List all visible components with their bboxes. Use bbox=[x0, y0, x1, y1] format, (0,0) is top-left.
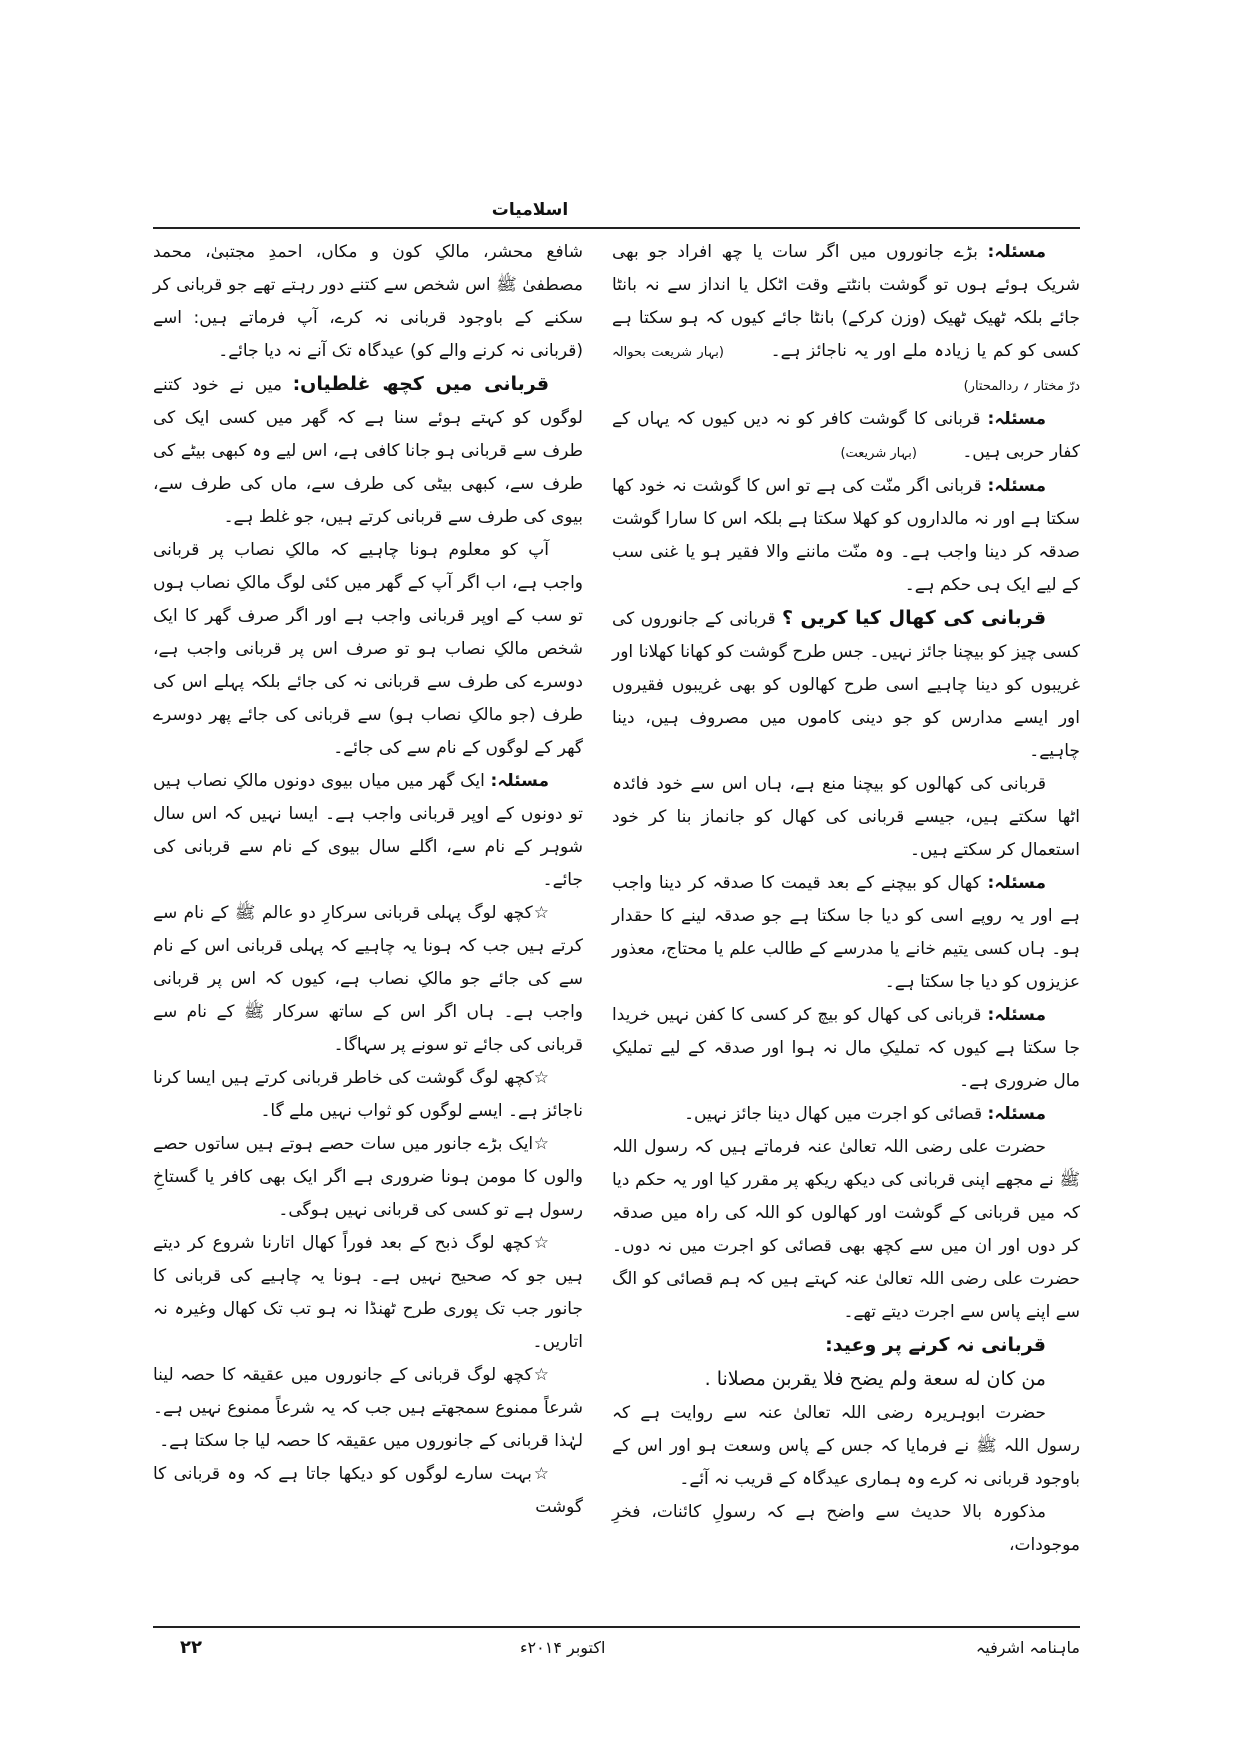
paragraph bbox=[153, 897, 583, 1062]
reference-citation: (بہار شریعت) bbox=[840, 446, 917, 461]
paragraph bbox=[153, 1359, 583, 1458]
paragraph bbox=[153, 534, 583, 765]
right-column bbox=[612, 236, 1080, 1562]
section-paragraph bbox=[612, 1329, 1080, 1363]
arabic-quote: من كان له سعة ولم يضح فلا يقربن مصلانا . bbox=[704, 1368, 1046, 1390]
section-title: اسلامیات bbox=[491, 200, 569, 220]
paragraph-text: ایک گھر میں میاں بیوی دونوں مالکِ نصاب ہیں تو دونوں کے اوپر قربانی واجب ہے۔ ایسا نہیں کہ اس سال شوہر کے نام سے، اگلے سال بیوی کے نام سے قربانی کی جائے۔ bbox=[153, 771, 583, 890]
header-rule bbox=[153, 227, 1080, 229]
masala-label: مسئلہ: bbox=[490, 771, 550, 791]
paragraph bbox=[153, 1458, 583, 1524]
issue-date: اکتوبر ۲۰۱۴ء bbox=[520, 1638, 606, 1657]
paragraph bbox=[612, 236, 1080, 403]
paragraph-text: ☆کچھ لوگ گوشت کی خاطر قربانی کرتے ہیں ایسا کرنا ناجائز ہے۔ ایسے لوگوں کو ثواب نہیں ملے گا۔ bbox=[153, 1068, 583, 1121]
paragraph-text: کھال کو بیچنے کے بعد قیمت کا صدقہ کر دینا واجب ہے اور یہ روپے اسی کو دیا جا سکتا ہے جو صدقہ لینے کا حقدار ہو۔ ہاں کسی یتیم خانے یا مدرسے کے طالب علم یا محتاج، معذور عزیزوں کو دیا جا سکتا ہے۔ bbox=[612, 873, 1080, 992]
paragraph bbox=[612, 1131, 1080, 1329]
left-column bbox=[153, 236, 583, 1524]
paragraph-text: میں نے خود کتنے لوگوں کو کہتے ہوئے سنا ہے کہ گھر میں کسی ایک کی طرف سے قربانی ہو جانا کافی ہے، اس لیے وہ کبھی بیٹے کی طرف سے، کبھی بیٹی کی طرف سے، ماں کی طرف سے، بیوی کی طرف سے قربانی کرتے ہیں، جو غلط ہے۔ bbox=[153, 375, 583, 527]
paragraph bbox=[612, 1397, 1080, 1496]
paragraph bbox=[612, 768, 1080, 867]
section-heading: قربانی نہ کرنے پر وعید: bbox=[825, 1334, 1046, 1356]
masala-label: مسئلہ: bbox=[987, 242, 1046, 262]
paragraph bbox=[153, 1227, 583, 1359]
paragraph-text: قصائی کو اجرت میں کھال دینا جائز نہیں۔ bbox=[684, 1104, 983, 1124]
page-number: ۲۲ bbox=[180, 1637, 202, 1658]
paragraph-text: حضرت ابوہریرہ رضی اللہ تعالیٰ عنہ سے روایت ہے کہ رسول اللہ ﷺ نے فرمایا کہ جس کے پاس وسعت ہو اور اس کے باوجود قربانی نہ کرے وہ ہماری عیدگاہ کے قریب نہ آئے۔ bbox=[612, 1403, 1080, 1489]
magazine-name: ماہنامہ اشرفیہ bbox=[975, 1638, 1080, 1657]
paragraph-text: قربانی کی کھال کو بیچ کر کسی کا کفن نہیں خریدا جا سکتا ہے کیوں کہ تملیکِ مال نہ ہوا اور صدقہ کے لیے تملیکِ مال ضروری ہے۔ bbox=[612, 1005, 1080, 1091]
masala-label: مسئلہ: bbox=[987, 476, 1046, 496]
footer-rule bbox=[153, 1626, 1080, 1628]
paragraph-text: قربانی اگر منّت کی ہے تو اس کا گوشت نہ خود کھا سکتا ہے اور نہ مالداروں کو کھلا سکتا ہے بلکہ اس کا سارا گوشت صدقہ کر دینا واجب ہے۔ وہ منّت ماننے والا فقیر ہو یا غنی سب کے لیے ایک ہی حکم ہے۔ bbox=[612, 476, 1080, 595]
section-heading: قربانی کی کھال کیا کریں ؟ bbox=[781, 607, 1047, 629]
section-paragraph bbox=[612, 602, 1080, 768]
masala-label: مسئلہ: bbox=[987, 1005, 1046, 1025]
paragraph-text: بڑے جانوروں میں اگر سات یا چھ افراد جو بھی شریک ہوئے ہوں تو گوشت بانٹتے وقت اٹکل یا انداز سے نہ بانٹا جائے بلکہ ٹھیک ٹھیک (وزن کرکے) بانٹا جائے کیوں کہ ہو سکتا ہے کسی کو کم یا زیادہ ملے اور یہ ناجائز ہے۔ bbox=[612, 242, 1081, 361]
paragraph bbox=[153, 1062, 583, 1128]
reference-citation: (بہار شریعت بحوالہ درّ مختار ؍ ردالمحتار) bbox=[612, 345, 1080, 394]
paragraph-text: حضرت علی رضی اللہ تعالیٰ عنہ فرماتے ہیں کہ رسول اللہ ﷺ نے مجھے اپنی قربانی کی دیکھ ریکھ پر مقرر کیا اور یہ حکم دیا کہ میں قربانی کے گوشت اور کھالوں کو اللہ کی راہ میں صدقہ کر دوں اور ان میں سے کچھ بھی قصائی کو اجرت میں نہ دوں۔ حضرت علی رضی اللہ تعالیٰ عنہ کہتے ہیں کہ ہم قصائی کو الگ سے اپنے پاس سے اجرت دیتے تھے۔ bbox=[612, 1137, 1080, 1322]
paragraph bbox=[612, 470, 1080, 602]
section-heading: قربانی میں کچھ غلطیاں: bbox=[292, 373, 550, 395]
paragraph-text: شافع محشر، مالکِ کون و مکاں، احمدِ مجتبیٰ، محمد مصطفیٰ ﷺ اس شخص سے کتنے دور رہتے تھے جو قربانی کر سکنے کے باوجود قربانی نہ کرے، آپ فرماتے ہیں: اسے (قربانی نہ کرنے والے کو) عیدگاہ تک آنے نہ دیا جائے۔ bbox=[153, 242, 583, 361]
paragraph-text: ☆کچھ لوگ پہلی قربانی سرکارِ دو عالم ﷺ کے نام سے کرتے ہیں جب کہ ہونا یہ چاہیے کہ پہلی قربانی اس کے نام سے کی جائے جو مالکِ نصاب ہے، کیوں کہ اس پر قربانی واجب ہے۔ ہاں اگر اس کے ساتھ سرکار ﷺ کے نام سے قربانی کی جائے تو سونے پر سہاگا۔ bbox=[153, 903, 583, 1055]
paragraph-text: مذکورہ بالا حدیث سے واضح ہے کہ رسولِ کائنات، فخرِ موجودات، bbox=[612, 1502, 1080, 1555]
paragraph bbox=[612, 999, 1080, 1098]
masala-label: مسئلہ: bbox=[987, 1104, 1046, 1124]
paragraph-text: قربانی کے جانوروں کی کسی چیز کو بیچنا جائز نہیں۔ جس طرح گوشت کو کھانا کھلانا اور غریبوں کو دینا چاہیے اسی طرح کھالوں کو بھی غریبوں فقیروں اور ایسے مدارس کو جو دینی کاموں میں مصروف ہیں، دینا چاہیے۔ bbox=[612, 609, 1080, 761]
paragraph bbox=[153, 236, 583, 368]
paragraph bbox=[612, 867, 1080, 999]
paragraph-text: آپ کو معلوم ہونا چاہیے کہ مالکِ نصاب پر قربانی واجب ہے، اب اگر آپ کے گھر میں کئی لوگ مالکِ نصاب ہوں تو سب کے اوپر قربانی واجب ہے اور اگر صرف گھر کا ایک شخص مالکِ نصاب ہو تو صرف اس پر قربانی واجب ہے، دوسرے کی طرف سے قربانی نہ کی جائے بلکہ پہلے اس کی طرف (جو مالکِ نصاب ہو) سے قربانی کی جائے پھر دوسرے گھر کے لوگوں کے نام سے کی جائے۔ bbox=[153, 540, 583, 758]
masala-label: مسئلہ: bbox=[987, 409, 1046, 429]
paragraph bbox=[612, 1496, 1080, 1562]
paragraph bbox=[612, 403, 1080, 470]
paragraph-text: ☆بہت سارے لوگوں کو دیکھا جاتا ہے کہ وہ قربانی کا گوشت bbox=[153, 1464, 583, 1517]
paragraph bbox=[153, 1128, 583, 1227]
paragraph-text: ☆کچھ لوگ قربانی کے جانوروں میں عقیقہ کا حصہ لینا شرعاً ممنوع سمجھتے ہیں جب کہ یہ شرعاً ممنوع نہیں ہے۔ لہٰذا قربانی کے جانوروں میں عقیقہ کا حصہ لیا جا سکتا ہے۔ bbox=[153, 1365, 583, 1451]
paragraph-text: قربانی کا گوشت کافر کو نہ دیں کیوں کہ یہاں کے کفار حربی ہیں۔ bbox=[612, 409, 1080, 462]
section-paragraph bbox=[153, 368, 583, 534]
paragraph bbox=[612, 1098, 1080, 1131]
paragraph-text: ☆ایک بڑے جانور میں سات حصے ہوتے ہیں ساتوں حصے والوں کا مومن ہونا ضروری ہے اگر ایک بھی کافر یا گستاخِ رسول ہے تو کسی کی قربانی نہیں ہوگی۔ bbox=[153, 1134, 583, 1220]
masala-label: مسئلہ: bbox=[987, 873, 1046, 893]
paragraph-text: قربانی کی کھالوں کو بیچنا منع ہے، ہاں اس سے خود فائدہ اٹھا سکتے ہیں، جیسے قربانی کی کھال کو جانماز بنا کر خود استعمال کر سکتے ہیں۔ bbox=[612, 774, 1080, 860]
paragraph-text: ☆کچھ لوگ ذبح کے بعد فوراً کھال اتارنا شروع کر دیتے ہیں جو کہ صحیح نہیں ہے۔ ہونا یہ چاہیے کی قربانی کا جانور جب تک پوری طرح ٹھنڈا نہ ہو تب تک کھال وغیرہ نہ اتاریں۔ bbox=[153, 1233, 583, 1352]
paragraph bbox=[153, 765, 583, 897]
paragraph bbox=[612, 1363, 1080, 1397]
